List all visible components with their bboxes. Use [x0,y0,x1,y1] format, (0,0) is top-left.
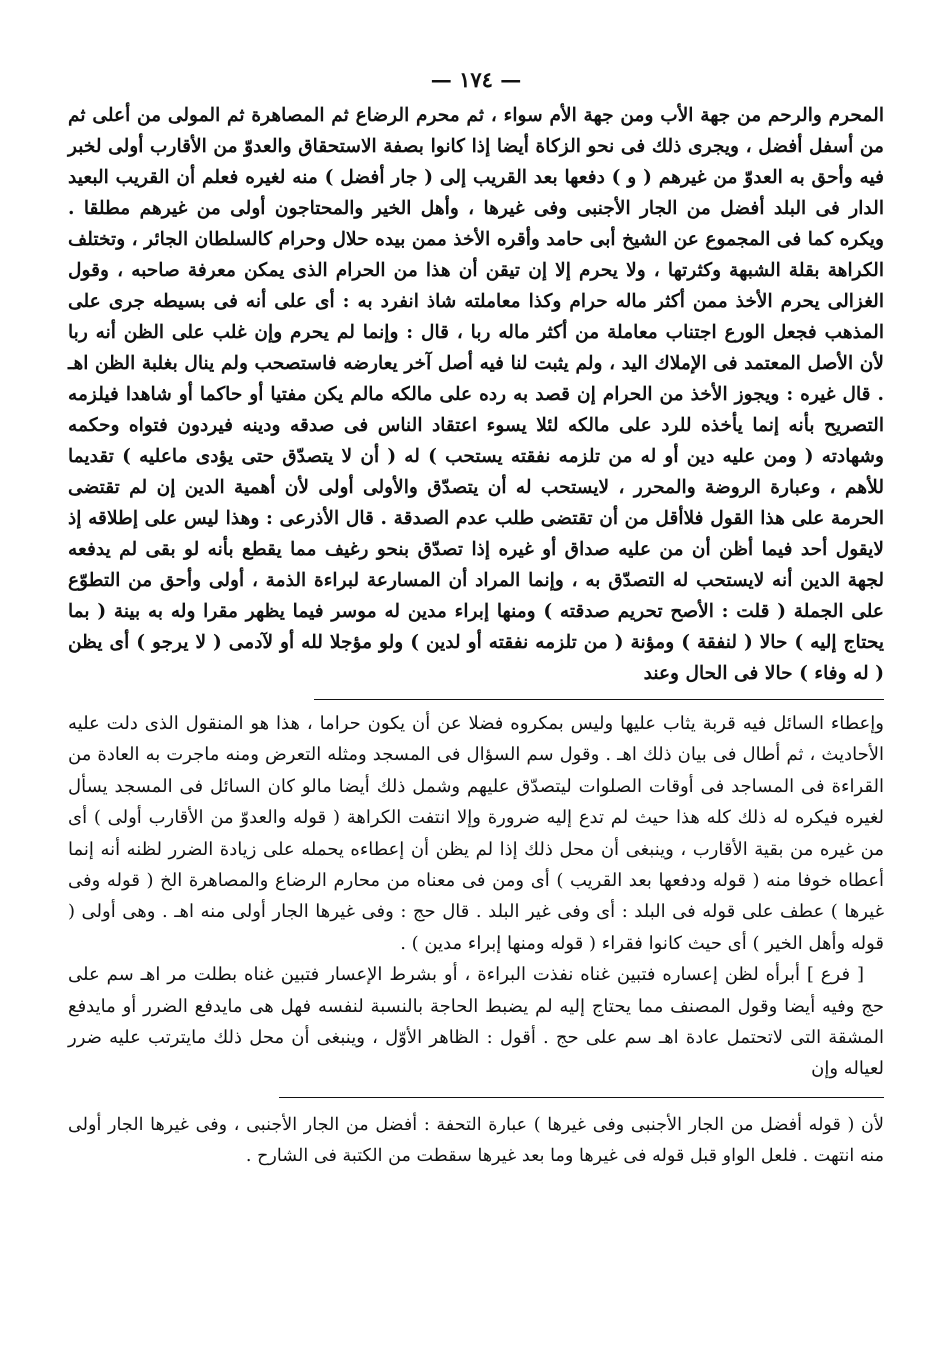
footnote-text: لأن ( قوله أفضل من الجار الأجنبى وفى غيرها ) عبارة التحفة : أفضل من الجار الأجنبى ، وفى غيرها الجار أولى منه انتهت . فلعل الواو قبل قوله فى غيرها وما بعد غيرها سقطت من الكتبة فى الشارح . [68,1114,884,1166]
page-number: — ١٧٤ — [430,67,522,92]
gloss-text: وإعطاء السائل فيه قربة يثاب عليها وليس بمكروه فضلا عن أن يكون حراما ، هذا هو المنقول الذى دلت عليه الأحاديث ، ثم أطال فى بيان ذلك اهـ . وقول سم السؤال فى المسجد ومثله التعرض ومنه ماجرت به العادة من القراءة فى المساجد فى أوقات الصلوات ليتصدّق عليهم وشمل ذلك أيضا مالو كان السائل فى المسجد يسأل لغيره فيكره له ذلك كله هذا حيث لم تدع إليه ضرورة وإلا انتفت الكراهة ( قوله والعدوّ من الأقارب أولى ) أى من غيره من بقية الأقارب ، وينبغى أن محل ذلك إذا لم يظن أن إعطاءه يحمله على زيادة الضرر لظنه أنه إنما أعطاه خوفا منه ( قوله ودفعها بعد القريب ) أى ومن فى معناه من محارم الرضاع والمصاهرة الخ ( قوله وفى غيرها ) عطف على قوله فى البلد : أى وفى غير البلد . قال حج : وفى غيرها الجار أولى منه اهـ . وهى أولى ( قوله وأهل الخير ) أى حيث كانوا فقراء ( قوله ومنها إبراء مدين ) . [68,713,884,954]
branch-note-text: [ فرع ] أبرأه لظن إعساره فتبين غناه نفذت البراءة ، أو بشرط الإعسار فتبين غناه بطلت مر اهـ سم على حج وفيه أيضا وقول المصنف مما يحتاج إليه لم يضبط الحاجة بالنسبة لنفسه فهل هى مايدفع الضرر أو مايدفع المشقة التى لاتحتمل عادة اهـ سم على حج . أقول : الظاهر الأوّل ، وينبغى أن محل ذلك مايترتب عليه ضرر لعياله وإن [68,964,884,1080]
footnote-divider [279,1097,884,1098]
commentary-divider [314,699,884,700]
main-text: المحرم والرحم من جهة الأب ومن جهة الأم سواء ، ثم محرم الرضاع ثم المصاهرة ثم المولى من أعلى ثم من أسفل أفضل ، ويجرى ذلك فى نحو الزكاة أيضا إذا كانوا بصفة الاستحقاق والعدوّ من الأقارب أولى لخبر فيه وأحق به العدوّ من غيرهم ( و ) دفعها بعد القريب إلى ( جار أفضل ) منه لغيره فعلم أن القريب البعيد الدار فى البلد أفضل من الجار الأجنبى وفى غيرها ، وأهل الخير والمحتاجون أولى من غيرهم مطلقا . ويكره كما فى المجموع عن الشيخ أبى حامد وأقره الأخذ ممن بيده حلال وحرام كالسلطان الجائر ، وتختلف الكراهة بقلة الشبهة وكثرتها ، ولا يحرم إلا إن تيقن أن هذا من الحرام الذى يمكن معرفة صاحبه ، وقول الغزالى يحرم الأخذ ممن أكثر ماله حرام وكذا معاملته شاذ انفرد به : أى على أنه فى بسيطه جرى على المذهب فجعل الورع اجتناب معاملة من أكثر ماله ربا ، قال : وإنما لم يحرم وإن غلب على الظن أنه ربا لأن الأصل المعتمد فى الإملاك اليد ، ولم يثبت لنا فيه أصل آخر يعارضه فاستصحب ولم ينال بغلبة الظن اهـ . قال غيره : ويجوز الأخذ من الحرام إن قصد به رده على مالكه مالم يكن مفتيا أو حاكما أو شاهدا فيلزمه التصريح بأنه إنما يأخذه للرد على مالكه لئلا يسوء اعتقاد الناس فى صدقه ودينه فيردون فتواه وحكمه وشهادته ( ومن عليه دين أو له من تلزمه نفقته يستحب ) له ( أن لا يتصدّق حتى يؤدى ماعليه ) تقديما للأهم ، وعبارة الروضة والمحرر ، لايستحب له أن يتصدّق والأولى أولى لأن أهمية الدين إن لم تقتضى الحرمة على هذا القول فلاأقل من أن تقتضى طلب عدم الصدقة . قال الأذرعى : وهذا ليس على إطلاقه إذ لايقول أحد فيما أظن أن من عليه صداق أو غيره إذا تصدّق بنحو رغيف مما يقطع بأنه لو بقى لم يدفعه لجهة الدين أنه لايستحب له التصدّق به ، وإنما المراد أن المسارعة لبراءة الذمة ، أولى وأحق من التطوّع على الجملة ( قلت : الأصح تحريم صدقته ) ومنها إبراء مدين له موسر فيما يظهر مقرا وله به بينة ( بما يحتاج إليه ) حالا ( لنفقة ) ومؤنة ( من تلزمه نفقته أو لدين ) ولو مؤجلا لله أو لآدمى ( لا يرجو ) أى يظن ( له وفاء ) حالا فى الحال وعند [68,105,884,684]
book-page [68,60,884,1172]
